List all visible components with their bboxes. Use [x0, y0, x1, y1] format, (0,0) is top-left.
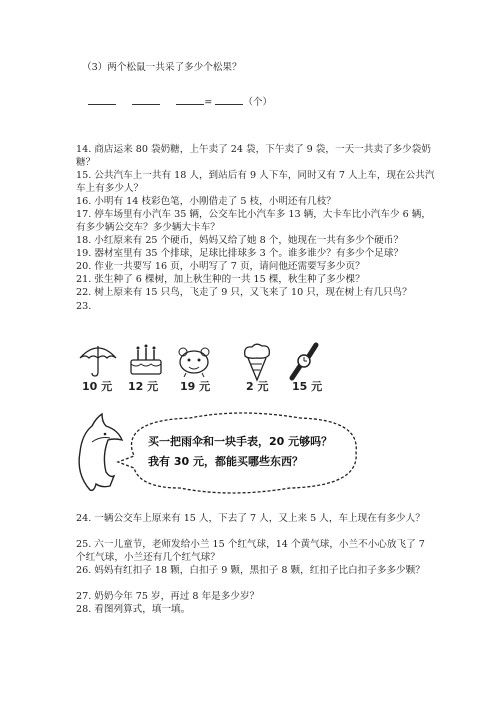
- speech-line-1: 买一把雨伞和一块手表，20 元够吗？: [148, 435, 333, 448]
- problem-22: 22. 树上原来有 15 只鸟，飞走了 9 只，又飞来了 10 只，现在树上有几只鸟？: [76, 287, 412, 298]
- unit-label: （个）: [243, 97, 273, 108]
- umbrella-icon: [78, 342, 118, 382]
- blank-2[interactable]: [132, 95, 160, 105]
- problem-19: 19. 器材室里有 35 个排球，足球比排球多 3 个。谁多谁少？有多少个足球？: [76, 248, 404, 259]
- problem-20: 20. 作业一共要写 16 页，小明写了 7 页，请问他还需要写多少页？: [76, 261, 365, 272]
- price-toy: 19 元: [180, 380, 211, 393]
- cake-icon: [126, 342, 166, 382]
- blank-3[interactable]: [176, 95, 204, 105]
- problem-26: 26. 妈妈有红扣子 18 颗，白扣子 9 颗，黑扣子 8 颗，红扣子比白扣子多多少颗？: [76, 565, 425, 576]
- speech-bubble: [148, 432, 358, 472]
- problem-28: 28. 看图列算式，填一填。: [76, 604, 191, 615]
- problem-23: 23.: [76, 301, 92, 312]
- problem-14: 14. 商店运来 80 袋奶糖，上午卖了 24 袋，下午卖了 9 袋，一天一共卖了多少袋奶糖？: [76, 144, 431, 168]
- problem-27: 27. 奶奶今年 75 岁，再过 8 年是多少岁？: [76, 591, 260, 602]
- problem-16: 16. 小明有 14 枝彩色笔，小刚借走了 5 枝，小明还有几枝？: [76, 196, 336, 207]
- problem-25: 25. 六一儿童节，老师发给小兰 15 个红气球，14 个黄气球，小兰不小心放飞了 7 个红气球，小兰还有几个红气球？: [76, 539, 425, 563]
- problem-18: 18. 小红原来有 25 个硬币，妈妈又给了她 8 个，她现在一共有多少个硬币？: [76, 235, 404, 246]
- problem-21: 21. 张生种了 6 棵树，加上秋生种的一共 15 棵，秋生种了多少棵？: [76, 274, 365, 285]
- equation-blanks: [88, 95, 272, 109]
- price-ice-cream: 2 元: [246, 380, 269, 393]
- toy-animal-icon: [174, 342, 214, 382]
- problem-15: 15. 公共汽车上一共有 18 人，到站后有 9 人下车，同时又有 7 人上车，现在公共汽车上有多少人？: [76, 170, 435, 194]
- price-cake: 12 元: [128, 380, 159, 393]
- blank-4[interactable]: [215, 95, 243, 105]
- speech-line-2: 我有 30 元，都能买哪些东西？: [148, 455, 303, 468]
- problem-24: 24. 一辆公交车上原来有 15 人，下去了 7 人，又上来 5 人，车上现在有多少人？: [76, 513, 425, 524]
- equals-sign: =: [204, 97, 213, 108]
- problem-17: 17. 停车场里有小汽车 35 辆，公交车比小汽车多 13 辆，大卡车比小汽车少 6 辆，有多少辆公交车？多少辆大卡车？: [76, 209, 431, 233]
- question-3: （3）两个松鼠一共采了多少个松果？: [82, 62, 242, 73]
- price-umbrella: 10 元: [82, 380, 113, 393]
- price-watch: 15 元: [292, 380, 323, 393]
- blank-1[interactable]: [88, 95, 116, 105]
